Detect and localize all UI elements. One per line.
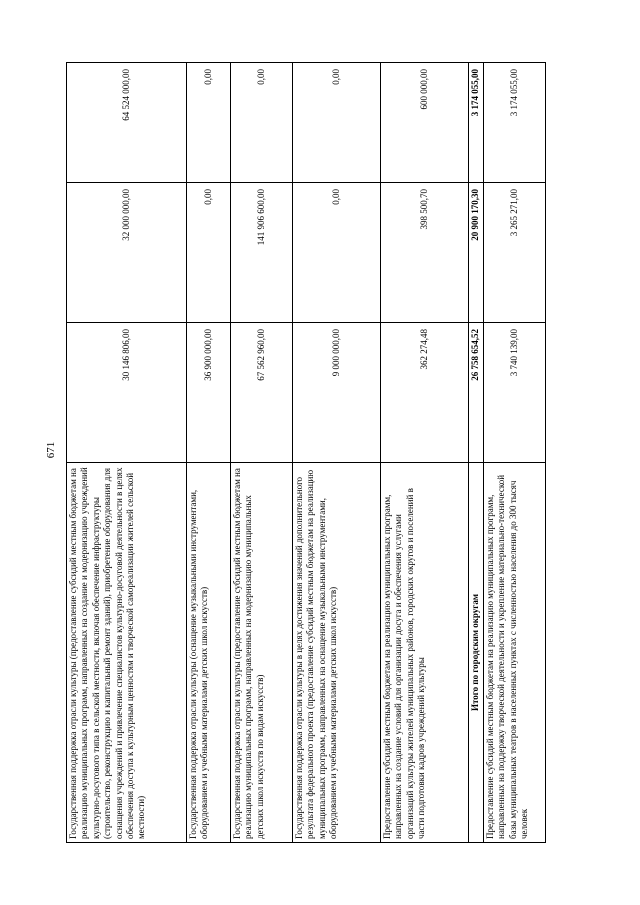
value-cell: 0,00 [187,183,231,323]
value-cell: 0,00 [293,63,381,183]
value-cell: 3 740 139,00 [484,323,546,463]
value-cell: 9 000 000,00 [293,323,381,463]
table-row [67,63,187,843]
value-cell: 0,00 [231,63,293,183]
row-name: Государственная поддержка отрасли культуры (оснащение музыкальными инструментами, оборудованием и учебными материалами детских школ искусств) [187,463,231,843]
table-row [187,63,231,843]
value-cell: 20 900 170,30 [469,183,484,323]
table-row [231,63,293,843]
value-cell: 600 000,00 [381,63,469,183]
value-cell: 398 500,70 [381,183,469,323]
value-cell: 0,00 [293,183,381,323]
value-cell: 3 265 271,00 [484,183,546,323]
page-number: 671 [45,441,57,459]
row-name: Предоставление субсидий местным бюджетам на реализацию муниципальных программ, направленных на создание условий для организации досуга и обеспечения услугами организаций культуры жителей муниципальных районов, городских округов и поселений в части подготовки кадров учреждений культуры [381,463,469,843]
row-name: Государственная поддержка отрасли культуры в целях достижения значений дополнительного результата федерального проекта (предоставление субсидий местным бюджетам на реализацию муниципальных программ, направленных на оснащение музыкальными инструментами, оборудованием и учебными материалами детских школ искусств) [293,463,381,843]
table-row [381,63,469,843]
rotated-content [66,63,588,843]
table-row [293,63,381,843]
table-row-total [469,63,484,843]
row-name: Государственная поддержка отрасли культуры (предоставление субсидий местным бюджетам на реализацию муниципальных программ, направленных на модернизацию муниципальных детских школ искусств по видам искусств) [231,463,293,843]
value-cell: 141 906 600,00 [231,183,293,323]
subsidy-table [66,62,546,843]
row-name: Предоставление субсидий местным бюджетам на реализацию муниципальных программ, направленных на поддержку творческой деятельности и укрепление материально-технической базы муниципальных театров в населенных пунктах с численностью населения до 300 тысяч человек [484,463,546,843]
value-cell: 30 146 806,00 [67,323,187,463]
value-cell: 36 900 000,00 [187,323,231,463]
value-cell: 0,00 [187,63,231,183]
value-cell: 32 000 000,00 [67,183,187,323]
value-cell: 64 524 000,00 [67,63,187,183]
table-row [484,63,546,843]
value-cell: 362 274,48 [381,323,469,463]
row-name: Итого по городским округам [469,463,484,843]
value-cell: 3 174 055,00 [484,63,546,183]
row-name: Государственная поддержка отрасли культуры (предоставление субсидий местным бюджетам на реализацию муниципальных программ, направленных на создание и модернизацию учреждений культурно-досугового типа в сельской местности, включая обеспечение инфраструктуры (строительство, реконструкцию и капитальный ремонт зданий), приобретение оборудования для оснащения учреждений и привлечение специалистов культурно-досуговой деятельности в целях обеспечения доступа к культурным ценностям и творческой самореализации жителей сельской местности) [67,463,187,843]
value-cell: 3 174 055,00 [469,63,484,183]
value-cell: 67 562 960,00 [231,323,293,463]
value-cell: 26 758 654,52 [469,323,484,463]
